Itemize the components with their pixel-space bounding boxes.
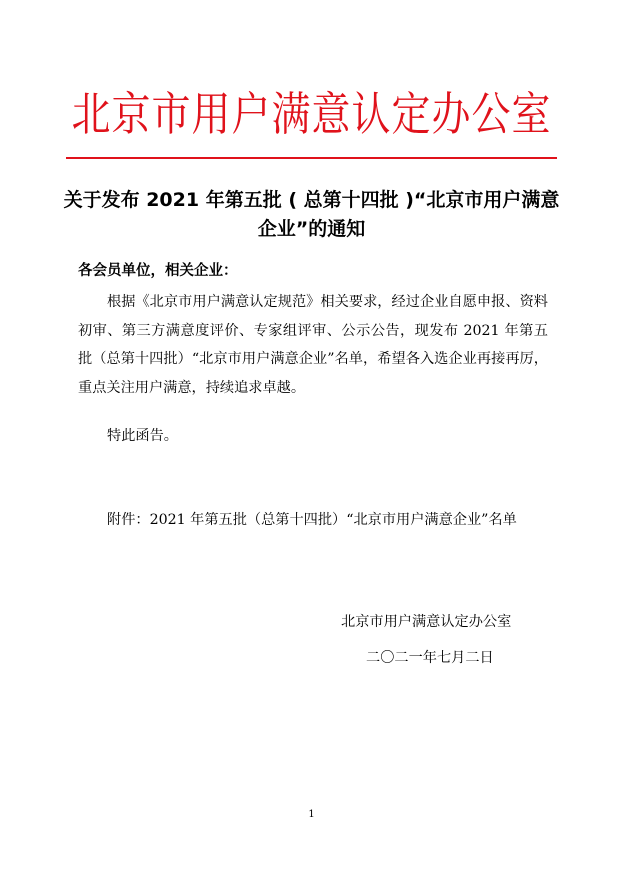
red-divider-line bbox=[66, 157, 557, 159]
attachment-note: 附件：2021 年第五批（总第十四批）“北京市用户满意企业”名单 bbox=[107, 512, 517, 528]
signature-organization: 北京市用户满意认定办公室 bbox=[341, 614, 512, 630]
document-title: 关于发布 2021 年第五批 ( 总第十四批 )“北京市用户满意企业”的通知 bbox=[63, 189, 560, 240]
body-paragraph: 根据《北京市用户满意认定规范》相关要求，经过企业自愿申报、资料初审、第三方满意度评价、专家组评审、公示公告，现发布 2021 年第五批（总第十四批）“北京市用户满意企业”名单，希望各入选企业再接再厉，重点关注用户满意，持续追求卓越。 bbox=[78, 294, 548, 396]
red-header-title: 北京市用户满意认定办公室 bbox=[71, 88, 552, 142]
salutation: 各会员单位，相关企业： bbox=[78, 263, 238, 279]
page-number: 1 bbox=[308, 809, 315, 820]
signature-date: 二〇二一年七月二日 bbox=[366, 650, 494, 666]
closing-line: 特此函告。 bbox=[107, 428, 178, 444]
